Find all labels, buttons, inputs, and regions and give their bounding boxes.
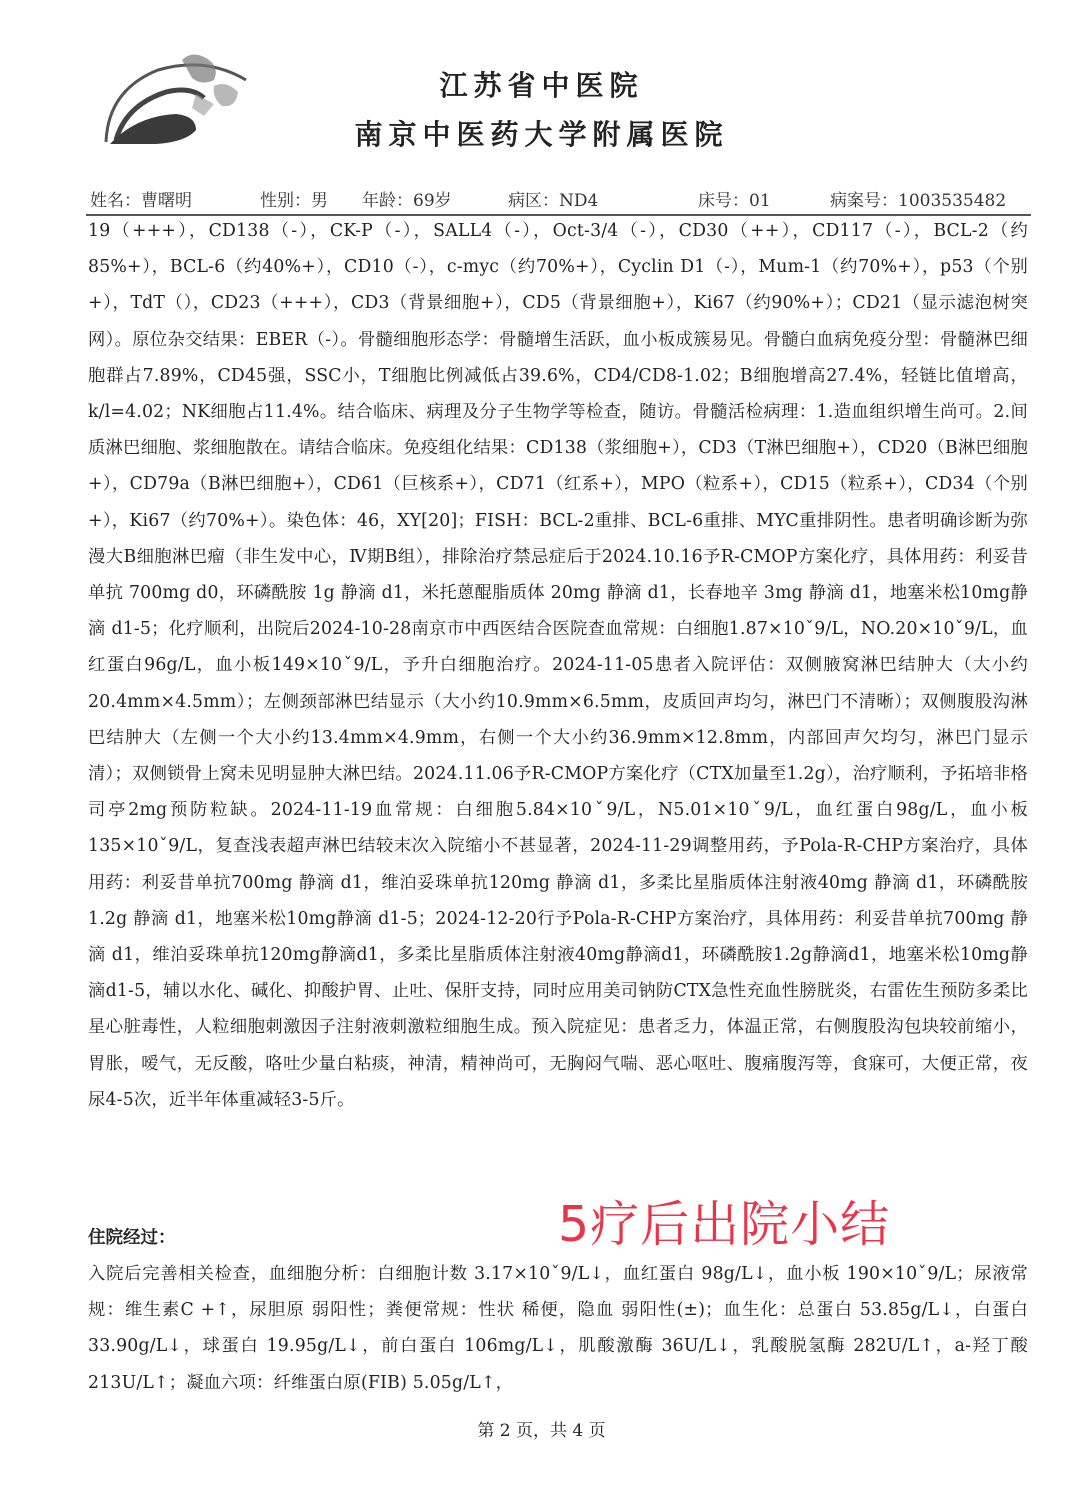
hospital-course-paragraph: 入院后完善相关检查，血细胞分析：白细胞计数 3.17×10ˇ9/L↓，血红蛋白 98g/L↓，血小板 190×10ˇ9/L；尿液常规：维生素C +↑，尿胆原 弱阳性；粪便常规：性状 稀便，隐血 弱阳性(±)；血生化：总蛋白 53.85g/L↓，白蛋白 33.90g/L↓，球蛋白 19.95g/L↓，前白蛋白 106mg/L↓，肌酸激酶 36U/L↓，乳酸脱氢酶 282U/L↑，a-羟丁酸 213U/L↑；凝血六项：纤维蛋白原(FIB) 5.05g/L↑， bbox=[88, 1264, 1028, 1393]
patient-info-row bbox=[90, 186, 1030, 214]
hospital-course-label: 住院经过： bbox=[88, 1228, 176, 1248]
hospital-name-secondary: 南京中医药大学附属医院 bbox=[354, 118, 729, 151]
patient-record-number: 病案号：1003535482 bbox=[830, 191, 1007, 211]
medical-history-paragraph: 19（+++），CD138（-），CK-P（-），SALL4（-），Oct-3/4（-），CD30（++），CD117（-），BCL-2（约85%+），BCL-6（约40%+），CD10（-），c-myc（约70%+），Cyclin D1（-），Mum-1（约70%+），p53（个别+），TdT（），CD23（+++），CD3（背景细胞+），CD5（背景细胞+），Ki67（约90%+）；CD21（显示滤泡树突网）。原位杂交结果：EBER（-）。骨髓细胞形态学：骨髓增生活跃，血小板成簇易见。骨髓白血病免疫分型：骨髓淋巴细胞群占7.89%，CD45强，SSC小，T细胞比例减低占39.6%，CD4/CD8-1.02；B细胞增高27.4%，轻链比值增高，k/l=4.02；NK细胞占11.4%。结合临床、病理及分子生物学等检查，随访。骨髓活检病理：1.造血组织增生尚可。2.间质淋巴细胞、浆细胞散在。请结合临床。免疫组化结果：CD138（浆细胞+），CD3（T淋巴细胞+），CD20（B淋巴细胞+），CD79a（B淋巴细胞+），CD61（巨核系+），CD71（红系+），MPO（粒系+），CD15（粒系+），CD34（个别+），Ki67（约70%+）。染色体：46，XY[20]；FISH：BCL-2重排、BCL-6重排、MYC重排阴性。患者明确诊断为弥漫大B细胞淋巴瘤（非生发中心，Ⅳ期B组），排除治疗禁忌症后于2024.10.16予R-CMOP方案化疗，具体用药：利妥昔单抗 700mg d0，环磷酰胺 1g 静滴 d1，米托蒽醌脂质体 20mg 静滴 d1，长春地辛 3mg 静滴 d1，地塞米松10mg静滴 d1-5；化疗顺利，出院后2024-10-28南京市中西医结合医院查血常规：白细胞1.87×10ˇ9/L，NO.20×10ˇ9/L，血红蛋白96g/L，血小板149×10ˇ9/L，予升白细胞治疗。2024-11-05患者入院评估：双侧腋窝淋巴结肿大（大小约20.4mm×4.5mm）；左侧颈部淋巴结显示（大小约10.9mm×6.5mm，皮质回声均匀，淋巴门不清晰）；双侧腹股沟淋巴结肿大（左侧一个大小约13.4mm×4.9mm，右侧一个大小约36.9mm×12.8mm，内部回声欠均匀，淋巴门显示清）；双侧锁骨上窝未见明显肿大淋巴结。2024.11.06予R-CMOP方案化疗（CTX加量至1.2g），治疗顺利，予拓培非格司亭2mg预防粒缺。2024-11-19血常规：白细胞5.84×10ˇ9/L，N5.01×10ˇ9/L，血红蛋白98g/L，血小板135×10ˇ9/L，复查浅表超声淋巴结较末次入院缩小不甚显著，2024-11-29调整用药，予Pola-R-CHP方案治疗，具体用药：利妥昔单抗700mg 静滴 d1，维泊妥珠单抗120mg 静滴 d1，多柔比星脂质体注射液40mg 静滴 d1，环磷酰胺 1.2g 静滴 d1，地塞米松10mg静滴 d1-5；2024-12-20行予Pola-R-CHP方案治疗，具体用药：利妥昔单抗700mg 静滴 d1，维泊妥珠单抗120mg静滴d1，多柔比星脂质体注射液40mg静滴d1，环磷酰胺1.2g静滴d1，地塞米松10mg静滴d1-5，辅以水化、碱化、抑酸护胃、止吐、保肝支持，同时应用美司钠防CTX急性充血性膀胱炎，右雷佐生预防多柔比星心脏毒性，人粒细胞刺激因子注射液刺激粒细胞生成。预入院症见：患者乏力，体温正常，右侧腹股沟包块较前缩小，胃胀，嗳气，无反酸，咯吐少量白粘痰，神清，精神尚可，无胸闷气喘、恶心呕吐、腹痛腹泻等，食寐可，大便正常，夜尿4-5次，近半年体重减轻3-5斤。 bbox=[88, 221, 1028, 1110]
page-number: 第 2 页，共 4 页 bbox=[477, 1421, 606, 1441]
hospital-name-primary: 江苏省中医院 bbox=[439, 69, 644, 102]
patient-bed: 床号：01 bbox=[698, 191, 771, 211]
patient-sex: 性别：男 bbox=[260, 191, 328, 211]
patient-age: 年龄：69岁 bbox=[362, 191, 452, 211]
patient-ward: 病区：ND4 bbox=[508, 191, 599, 211]
patient-name: 姓名：曹曙明 bbox=[90, 191, 192, 211]
overlay-annotation: 5疗后出院小结 bbox=[558, 1196, 891, 1253]
